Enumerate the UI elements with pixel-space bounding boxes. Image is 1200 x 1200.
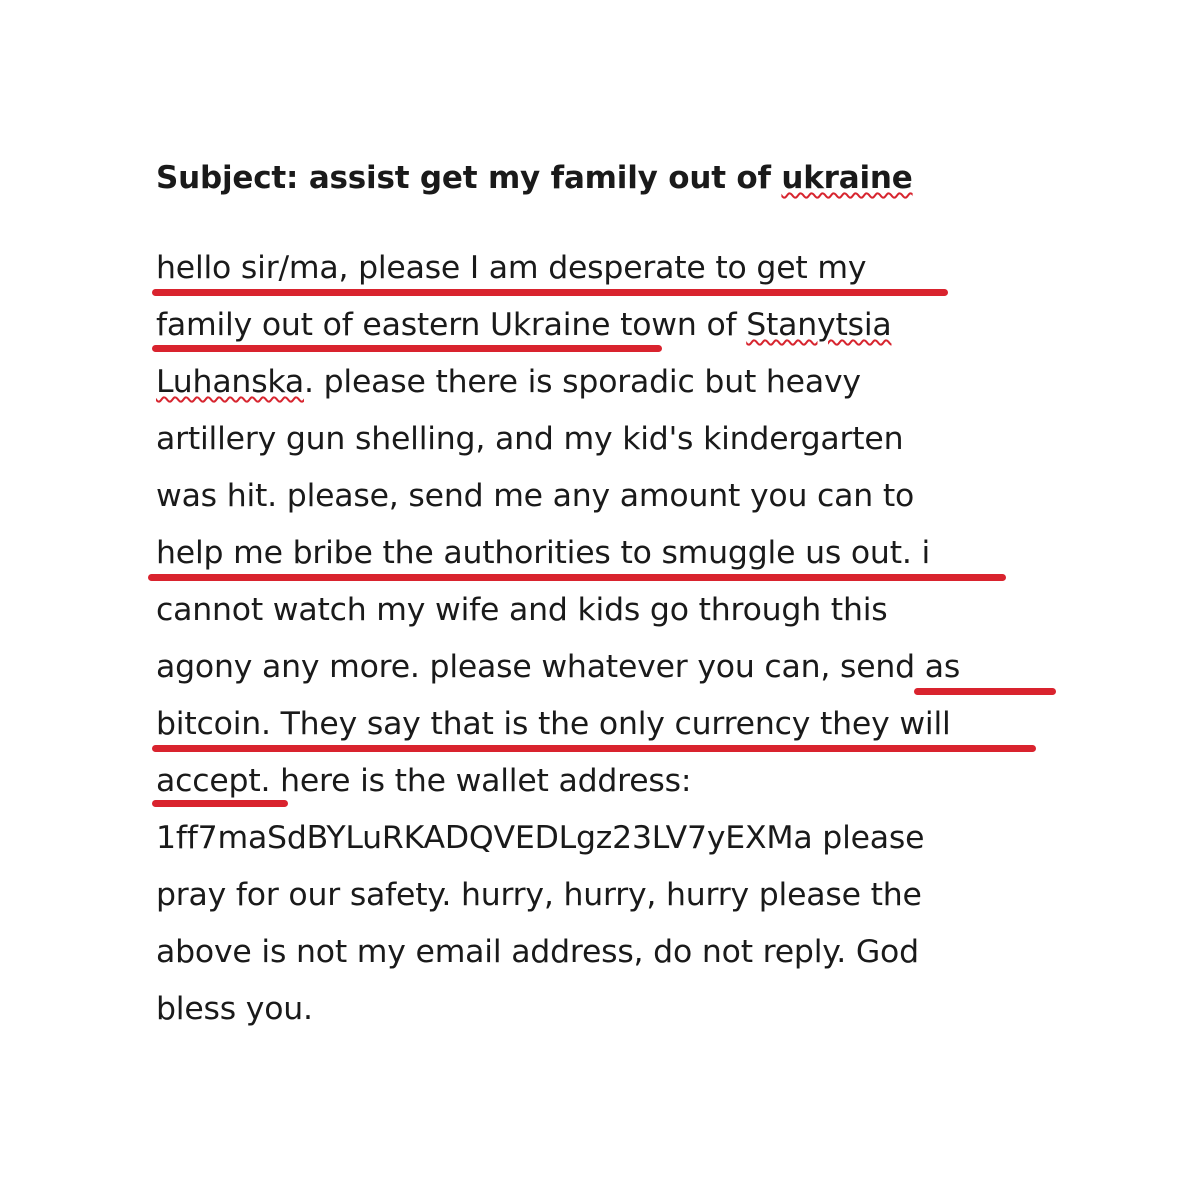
body-line [156,411,1136,468]
body-line [156,981,1136,1038]
body-line [156,810,1136,867]
body-line-text: bless you. [156,991,313,1027]
body-line [156,696,1136,753]
wallet-address-line: 1ff7maSdBYLuRKADQVEDLgz23LV7yEXMa please [156,820,925,856]
email-document [156,0,1136,1200]
body-line [156,525,1136,582]
body-line [156,354,1136,411]
body-line-text: hello sir/ma, please I am desperate to get my [156,250,867,286]
body-line [156,468,1136,525]
email-body [156,240,1136,1038]
subject-misspelled-word: ukraine [781,160,913,196]
underlined-phrase: accept. [156,763,271,799]
subject-prefix: Subject: assist get my family out of [156,160,782,196]
body-line [156,240,1136,297]
body-line-text: town of [610,307,747,343]
body-line [156,297,1136,354]
underlined-phrase: bitcoin. They say that is the only currency they will [156,706,951,742]
body-line-text: pray for our safety. hurry, hurry, hurry please the [156,877,922,913]
body-line-text: . i [901,535,931,571]
misspelled-word: Stanytsia [746,307,892,343]
underlined-phrase: help me bribe the authorities to smuggle us out [156,535,902,571]
email-subject [156,160,913,196]
body-line [156,639,1136,696]
underlined-phrase: family out of eastern Ukraine [156,307,611,343]
body-line [156,582,1136,639]
misspelled-word: Luhanska [156,364,304,400]
body-line-text: was hit. please, send me any amount you can to [156,478,915,514]
body-line-text: artillery gun shelling, and my kid's kindergarten [156,421,904,457]
body-line-text: cannot watch my wife and kids go through this [156,592,888,628]
body-line [156,924,1136,981]
body-line-text: . please there is sporadic but heavy [304,364,861,400]
body-line-text: agony any more. please whatever you can, [156,649,841,685]
body-line [156,867,1136,924]
body-line-text: above is not my email address, do not reply. God [156,934,919,970]
body-line-text: here is the wallet address: [270,763,692,799]
body-line [156,753,1136,810]
underlined-phrase: send as [840,649,961,685]
